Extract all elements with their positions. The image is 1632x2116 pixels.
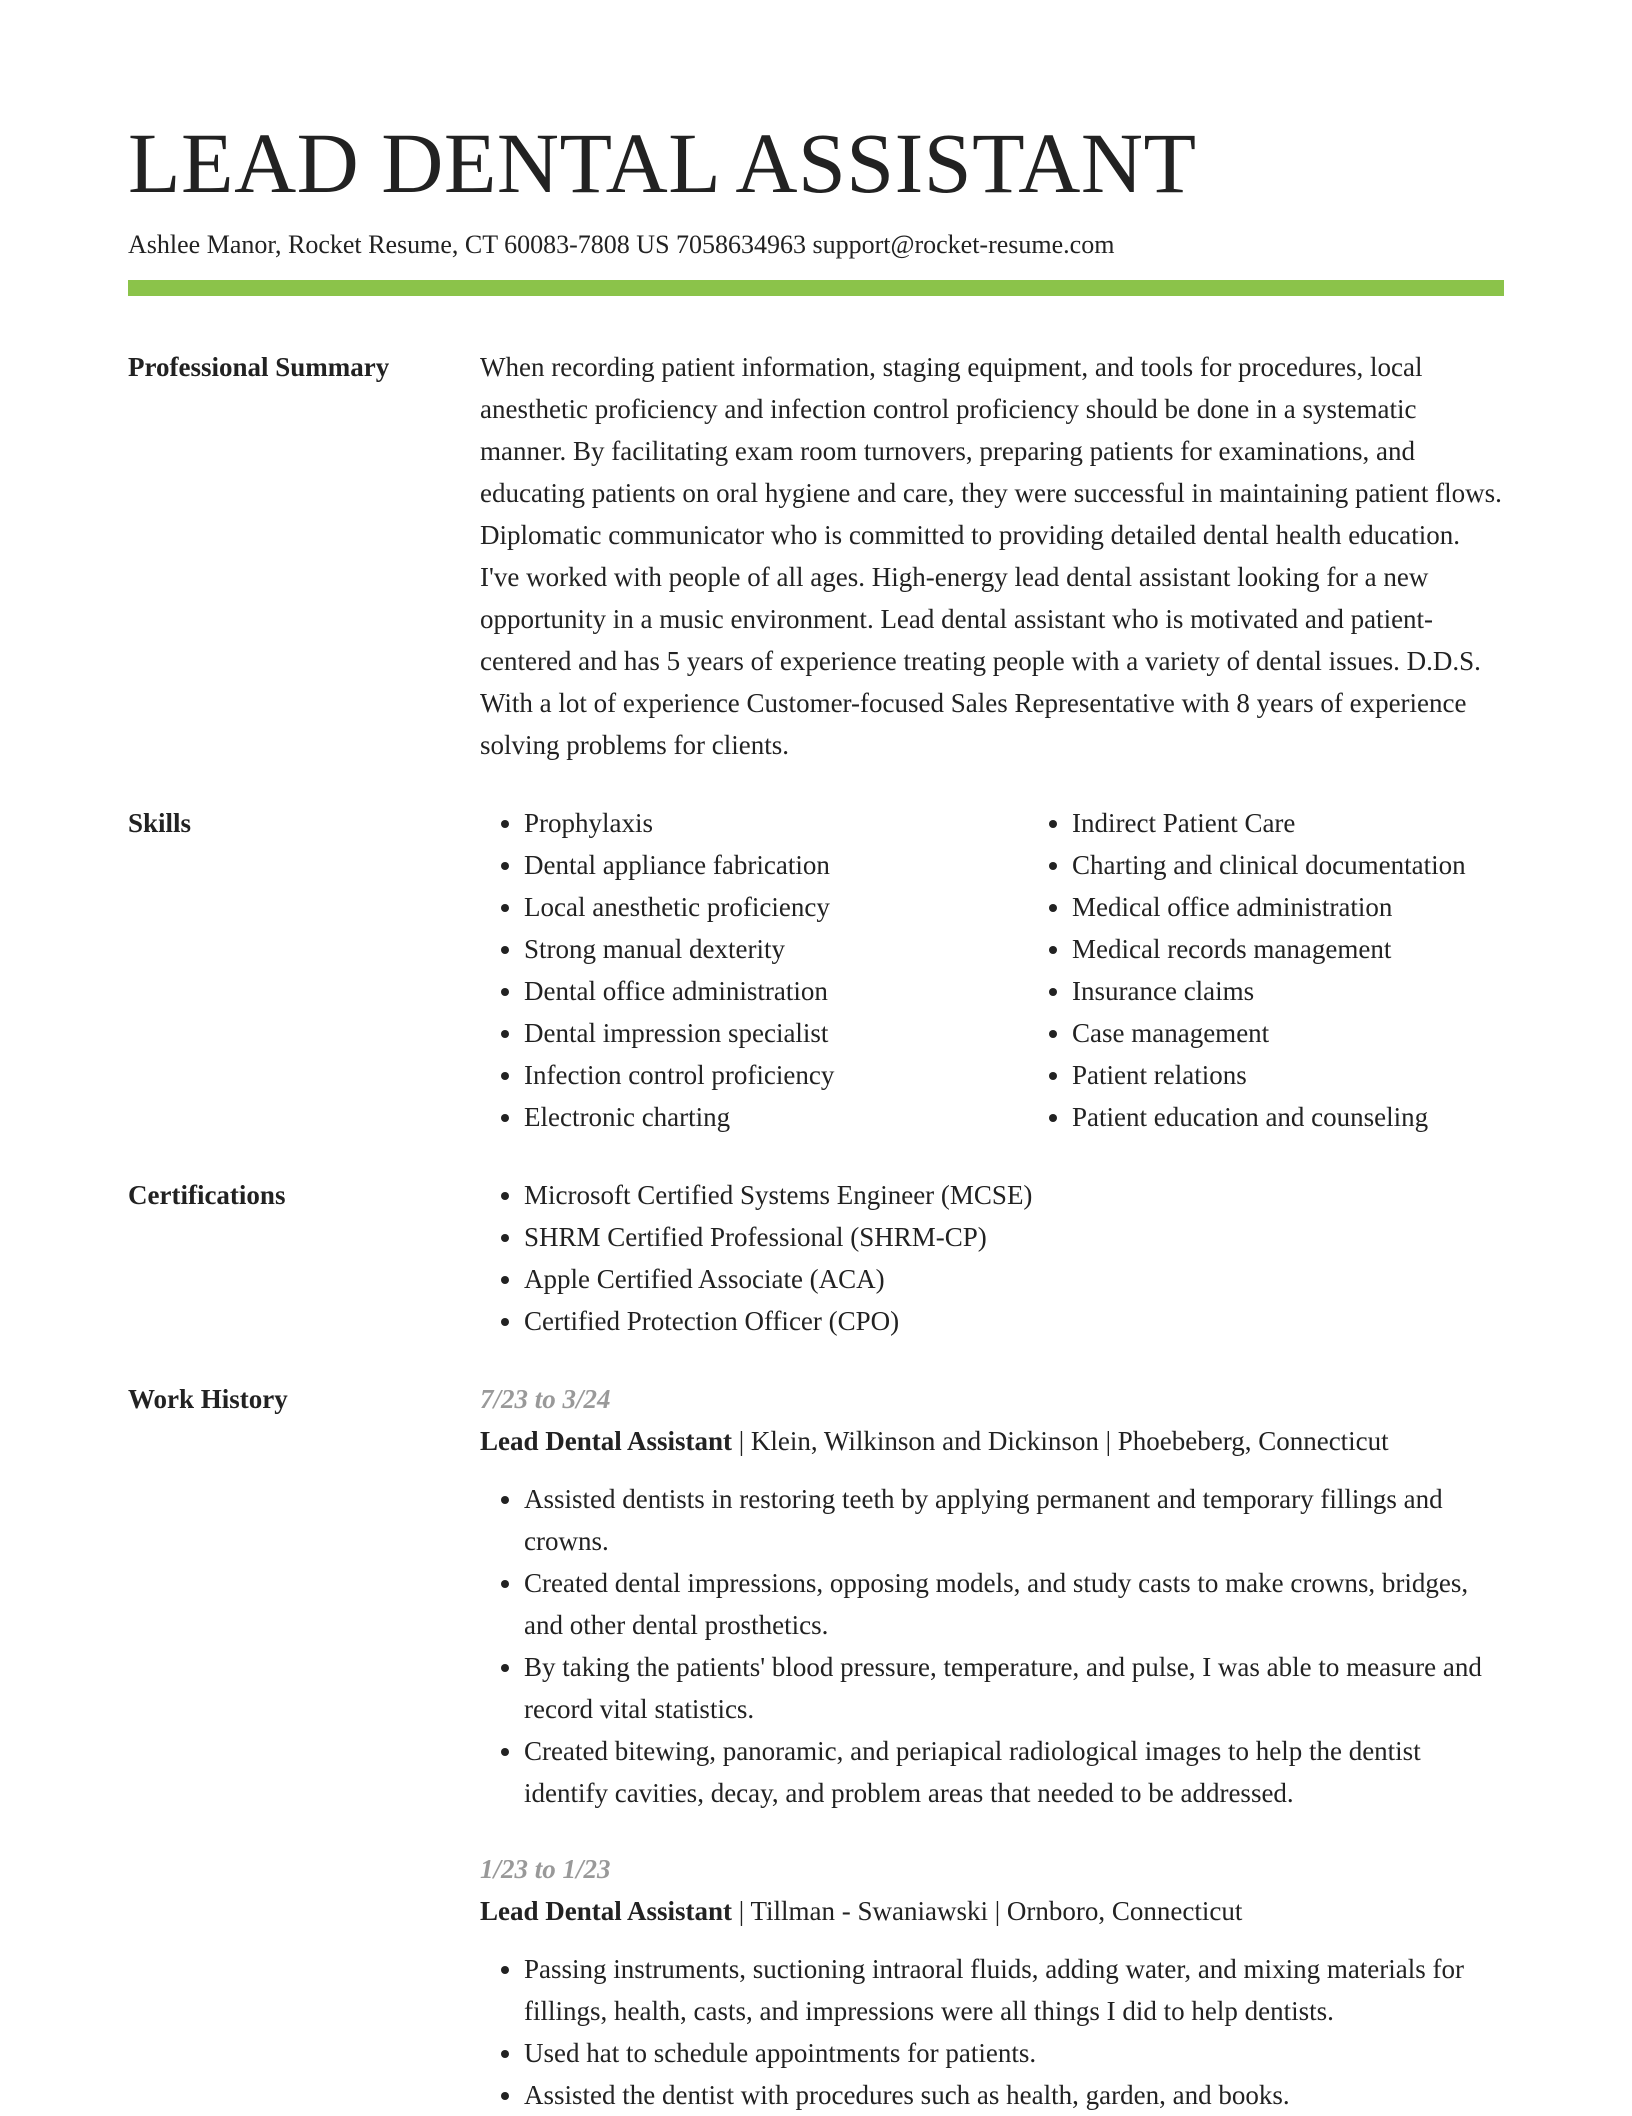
skills-heading: Skills bbox=[128, 808, 192, 838]
job-title: Lead Dental Assistant bbox=[480, 1896, 733, 1926]
certification-item: • Certified Protection Officer (CPO) bbox=[524, 1300, 1504, 1342]
summary-section bbox=[128, 346, 1504, 766]
skill-item: • Dental impression specialist bbox=[524, 1012, 1028, 1054]
job-dates: 7/23 to 3/24 bbox=[480, 1384, 611, 1414]
skill-item: • Patient education and counseling bbox=[1072, 1096, 1504, 1138]
job-heading bbox=[480, 1420, 1504, 1462]
job-task: • Assisted the dentist with procedures such as health, garden, and books. bbox=[524, 2074, 1504, 2116]
job-entry bbox=[480, 1378, 1504, 1814]
skill-item: • Patient relations bbox=[1072, 1054, 1504, 1096]
skill-item: • Dental office administration bbox=[524, 970, 1028, 1012]
contact-info bbox=[128, 228, 1504, 262]
skills-list-left bbox=[480, 802, 1028, 1138]
skill-item: • Indirect Patient Care bbox=[1072, 802, 1504, 844]
skills-section bbox=[128, 802, 1504, 1138]
work-history-section bbox=[128, 1378, 1504, 2116]
job-tasks bbox=[480, 1478, 1504, 1814]
job-tasks bbox=[480, 1948, 1504, 2116]
work-history-heading: Work History bbox=[128, 1384, 288, 1414]
certifications-heading: Certifications bbox=[128, 1180, 286, 1210]
contact-email: support@rocket-resume.com bbox=[812, 230, 1115, 259]
skill-item: • Medical records management bbox=[1072, 928, 1504, 970]
job-task: • By taking the patients' blood pressure, temperature, and pulse, I was able to measure and record vital statistics. bbox=[524, 1646, 1504, 1730]
job-task: • Assisted dentists in restoring teeth by applying permanent and temporary fillings and crowns. bbox=[524, 1478, 1504, 1562]
skill-item: • Prophylaxis bbox=[524, 802, 1028, 844]
certification-item: • Apple Certified Associate (ACA) bbox=[524, 1258, 1504, 1300]
skill-item: • Electronic charting bbox=[524, 1096, 1028, 1138]
skills-list-right bbox=[1028, 802, 1504, 1138]
skill-item: • Medical office administration bbox=[1072, 886, 1504, 928]
skill-item: • Insurance claims bbox=[1072, 970, 1504, 1012]
certification-item: • Microsoft Certified Systems Engineer (MCSE) bbox=[524, 1174, 1504, 1216]
job-task: • Passing instruments, suctioning intraoral fluids, adding water, and mixing materials for fillings, health, casts, and impressions were all things I did to help dentists. bbox=[524, 1948, 1504, 2032]
job-task: • Used hat to schedule appointments for patients. bbox=[524, 2032, 1504, 2074]
certifications-section bbox=[128, 1174, 1504, 1342]
job-employer-location: | Tillman - Swaniawski | Ornboro, Connecticut bbox=[732, 1896, 1243, 1926]
job-task: • Created dental impressions, opposing models, and study casts to make crowns, bridges, and other dental prosthetics. bbox=[524, 1562, 1504, 1646]
summary-heading: Professional Summary bbox=[128, 352, 390, 382]
skill-item: • Case management bbox=[1072, 1012, 1504, 1054]
job-title: Lead Dental Assistant bbox=[480, 1426, 733, 1456]
skill-item: • Strong manual dexterity bbox=[524, 928, 1028, 970]
contact-address: Ashlee Manor, Rocket Resume, CT 60083-7808 US bbox=[128, 230, 670, 259]
contact-phone: 7058634963 bbox=[676, 230, 807, 259]
job-dates: 1/23 to 1/23 bbox=[480, 1854, 611, 1884]
job-entry bbox=[480, 1848, 1504, 2116]
skill-item: • Infection control proficiency bbox=[524, 1054, 1028, 1096]
job-heading bbox=[480, 1890, 1504, 1932]
job-employer-location: | Klein, Wilkinson and Dickinson | Phoebeberg, Connecticut bbox=[732, 1426, 1389, 1456]
summary-text: When recording patient information, staging equipment, and tools for procedures, local anesthetic proficiency and infection control proficiency should be done in a systematic manner. By facilitating exam room turnovers, preparing patients for examinations, and educating patients on oral hygiene and care, they were successful in maintaining patient flows. Diplomatic communicator who is committed to providing detailed dental health education. I've worked with people of all ages. High-energy lead dental assistant looking for a new opportunity in a music environment. Lead dental assistant who is motivated and patient-centered and has 5 years of experience treating people with a variety of dental issues. D.D.S. With a lot of experience Customer-focused Sales Representative with 8 years of experience solving problems for clients. bbox=[480, 352, 1502, 760]
certifications-list bbox=[480, 1174, 1504, 1342]
skill-item: • Dental appliance fabrication bbox=[524, 844, 1028, 886]
header-accent-divider bbox=[128, 280, 1504, 296]
skill-item: • Local anesthetic proficiency bbox=[524, 886, 1028, 928]
certification-item: • SHRM Certified Professional (SHRM-CP) bbox=[524, 1216, 1504, 1258]
resume-page bbox=[128, 115, 1504, 2116]
job-task: • Created bitewing, panoramic, and periapical radiological images to help the dentist identify cavities, decay, and problem areas that needed to be addressed. bbox=[524, 1730, 1504, 1814]
resume-title: LEAD DENTAL ASSISTANT bbox=[128, 115, 1197, 211]
skill-item: • Charting and clinical documentation bbox=[1072, 844, 1504, 886]
